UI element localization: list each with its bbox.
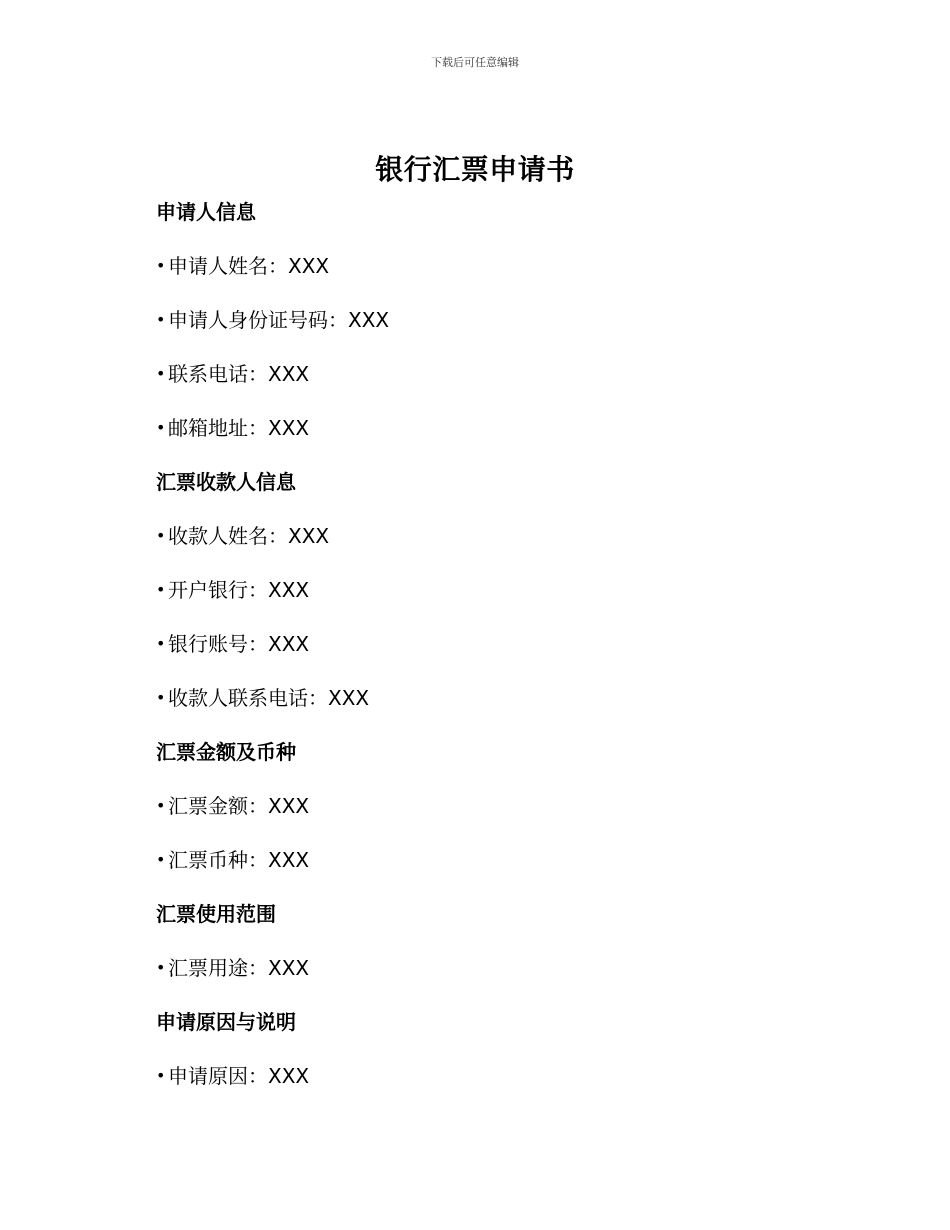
item-separator: ：: [248, 848, 268, 872]
list-item: [156, 520, 796, 574]
document-title: 银行汇票申请书: [375, 153, 575, 186]
item-separator: ：: [268, 254, 288, 278]
bullet-icon: •: [156, 1066, 166, 1085]
bullet-icon: •: [156, 688, 166, 707]
item-label: 开户银行: [168, 578, 248, 602]
item-separator: ：: [248, 578, 268, 602]
bullet-icon: •: [156, 850, 166, 869]
document-body: [156, 196, 796, 1114]
item-separator: ：: [248, 1064, 268, 1088]
item-separator: ：: [248, 632, 268, 656]
item-value: XXX: [268, 956, 310, 980]
item-value: XXX: [348, 308, 390, 332]
item-separator: ：: [248, 794, 268, 818]
item-value: XXX: [268, 362, 310, 386]
item-value: XXX: [268, 578, 310, 602]
item-value: XXX: [328, 686, 370, 710]
item-separator: ：: [248, 416, 268, 440]
section-heading-usage: 汇票使用范围: [156, 902, 276, 926]
header-note: 下载后可任意编辑: [431, 56, 519, 69]
list-item: [156, 790, 796, 844]
list-item: [156, 574, 796, 628]
section-heading-applicant: 申请人信息: [156, 200, 256, 224]
item-label: 申请原因: [168, 1064, 248, 1088]
item-label: 银行账号: [168, 632, 248, 656]
bullet-icon: •: [156, 310, 166, 329]
item-label: 收款人联系电话: [168, 686, 308, 710]
bullet-icon: •: [156, 580, 166, 599]
bullet-icon: •: [156, 418, 166, 437]
item-label: 汇票用途: [168, 956, 248, 980]
item-value: XXX: [268, 632, 310, 656]
item-value: XXX: [268, 848, 310, 872]
list-item: [156, 952, 796, 1006]
item-value: XXX: [268, 794, 310, 818]
item-value: XXX: [268, 416, 310, 440]
item-separator: ：: [248, 362, 268, 386]
section-heading-amount: 汇票金额及币种: [156, 740, 296, 764]
item-value: XXX: [268, 1064, 310, 1088]
item-label: 邮箱地址: [168, 416, 248, 440]
list-item: [156, 682, 796, 736]
item-label: 联系电话: [168, 362, 248, 386]
item-label: 收款人姓名: [168, 524, 268, 548]
bullet-icon: •: [156, 958, 166, 977]
list-item: [156, 250, 796, 304]
bullet-icon: •: [156, 364, 166, 383]
list-item: [156, 844, 796, 898]
item-label: 汇票币种: [168, 848, 248, 872]
list-item: [156, 304, 796, 358]
item-label: 申请人姓名: [168, 254, 268, 278]
section-heading-reason: 申请原因与说明: [156, 1010, 296, 1034]
item-separator: ：: [308, 686, 328, 710]
bullet-icon: •: [156, 634, 166, 653]
item-value: XXX: [288, 254, 330, 278]
bullet-icon: •: [156, 526, 166, 545]
item-separator: ：: [328, 308, 348, 332]
section-heading-payee: 汇票收款人信息: [156, 470, 296, 494]
bullet-icon: •: [156, 256, 166, 275]
list-item: [156, 628, 796, 682]
item-label: 汇票金额: [168, 794, 248, 818]
item-value: XXX: [288, 524, 330, 548]
item-separator: ：: [268, 524, 288, 548]
list-item: [156, 358, 796, 412]
item-separator: ：: [248, 956, 268, 980]
list-item: [156, 412, 796, 466]
item-label: 申请人身份证号码: [168, 308, 328, 332]
list-item: [156, 1060, 796, 1114]
bullet-icon: •: [156, 796, 166, 815]
